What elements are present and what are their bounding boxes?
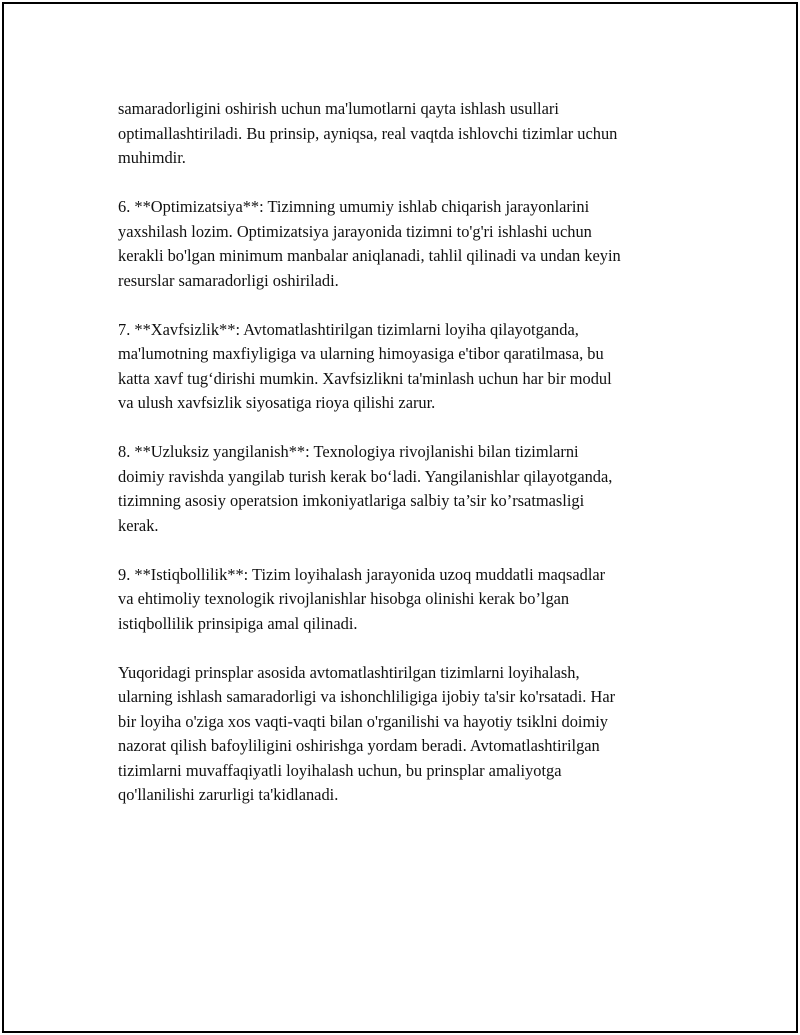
paragraph-continuation: samaradorligini oshirish uchun ma'lumotlarni qayta ishlash usullari optimallashtiriladi. Bu prinsip, ayniqsa, real vaqtda ishlovchi tizimlar uchun muhimdir. [118,99,618,167]
document-body [118,97,688,808]
paragraph-security: 7. **Xavfsizlik**: Avtomatlashtirilgan tizimlarni loyiha qilayotganda, ma'lumotning maxfiyligiga va ularning himoyasiga e'tibor qaratilmasa, bu katta xavf tug‘dirishi mumkin. Xavfsizlikni ta'minlash uchun har bir modul va ulush xavfsizlik siyosatiga rioya qilishi zarur. [118,319,612,412]
paragraph-optimization: 6. **Optimizatsiya**: Tizimning umumiy ishlab chiqarish jarayonlarini yaxshilash lozim. Optimizatsiya jarayonida tizimni to'g'ri ishlashi uchun kerakli bo'lgan minimum manbalar aniqlanadi, tahlil qilinadi va undan keyin resurslar samaradorligi oshiriladi. [118,197,621,290]
paragraph-conclusion: Yuqoridagi prinsplar asosida avtomatlashtirilgan tizimlarni loyihalash, ularning ishlash samaradorligi va ishonchliligiga ijobiy ta'sir ko'rsatadi. Har bir loyiha o'ziga xos vaqti-vaqti bilan o'rganilishi va hayotiy tsiklni doimiy nazorat qilish bafoyliligini oshirishga yordam beradi. Avtomatlashtirilgan tizimlarni muvaffaqiyatli loyihalash uchun, bu prinsplar amaliyotga qo'llanilishi zarurligi ta'kidlanadi. [118,662,616,804]
paragraph-continuous-update: 8. **Uzluksiz yangilanish**: Texnologiya rivojlanishi bilan tizimlarni doimiy ravishda yangilab turish kerak bo‘ladi. Yangilanishlar qilayotganda, tizimning asosiy operatsion imkoniyatlariga salbiy ta’sir ko’rsatmasligi kerak. [118,442,613,535]
page-frame [2,2,798,1033]
paragraph-prospectiveness: 9. **Istiqbollilik**: Tizim loyihalash jarayonida uzoq muddatli maqsadlar va ehtimoliy texnologik rivojlanishlar hisobga olinishi kerak bo’lgan istiqbollilik prinsipiga amal qilinadi. [118,564,606,633]
